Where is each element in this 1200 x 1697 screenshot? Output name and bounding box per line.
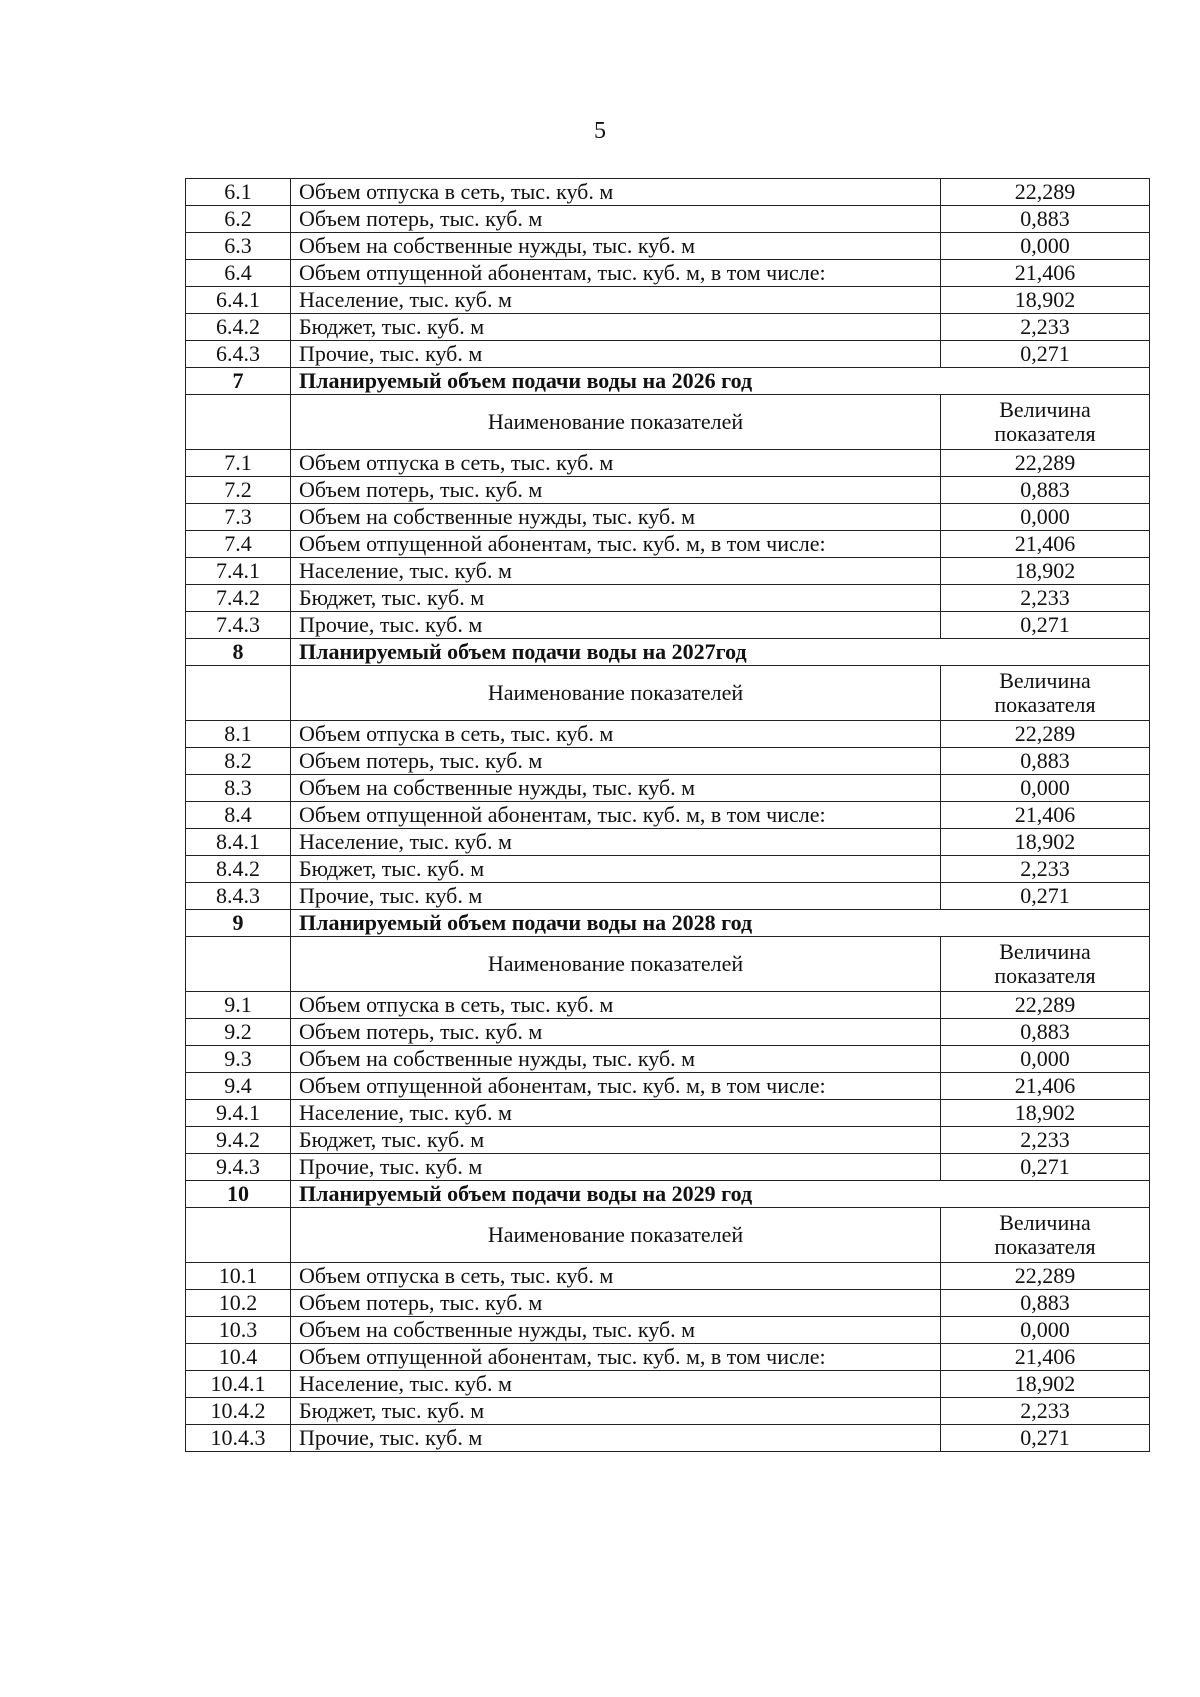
row-number: 9.4.1 — [186, 1100, 291, 1127]
row-number: 9.3 — [186, 1046, 291, 1073]
row-value: 0,271 — [941, 612, 1150, 639]
section-heading-row — [186, 368, 1150, 395]
table-row — [186, 1398, 1150, 1425]
row-value: 0,271 — [941, 1154, 1150, 1181]
row-name: Объем потерь, тыс. куб. м — [291, 748, 941, 775]
row-name: Объем отпуска в сеть, тыс. куб. м — [291, 721, 941, 748]
row-number: 8.4.2 — [186, 856, 291, 883]
header-value-cell — [941, 1208, 1150, 1263]
row-number: 9.2 — [186, 1019, 291, 1046]
table-row — [186, 1073, 1150, 1100]
column-header-row — [186, 666, 1150, 721]
header-value-line1: Величина — [999, 668, 1091, 693]
row-number: 7.3 — [186, 504, 291, 531]
section-title: Планируемый объем подачи воды на 2027год — [291, 639, 1150, 666]
row-value: 0,271 — [941, 883, 1150, 910]
row-name: Население, тыс. куб. м — [291, 287, 941, 314]
row-number: 6.4.1 — [186, 287, 291, 314]
table-row — [186, 585, 1150, 612]
table-row — [186, 1317, 1150, 1344]
row-value: 2,233 — [941, 585, 1150, 612]
page-number: 5 — [594, 118, 606, 144]
row-number: 8.1 — [186, 721, 291, 748]
row-name: Население, тыс. куб. м — [291, 558, 941, 585]
table-row — [186, 1344, 1150, 1371]
section-heading-row — [186, 639, 1150, 666]
section-title: Планируемый объем подачи воды на 2028 год — [291, 910, 1150, 937]
row-number: 7.1 — [186, 450, 291, 477]
table-row — [186, 504, 1150, 531]
row-name: Объем потерь, тыс. куб. м — [291, 477, 941, 504]
row-number: 9.4.2 — [186, 1127, 291, 1154]
row-name: Объем потерь, тыс. куб. м — [291, 206, 941, 233]
row-number: 8.2 — [186, 748, 291, 775]
table-row — [186, 179, 1150, 206]
header-empty-cell — [186, 395, 291, 450]
row-name: Прочие, тыс. куб. м — [291, 612, 941, 639]
header-name-cell: Наименование показателей — [291, 937, 941, 992]
row-number: 8.4.1 — [186, 829, 291, 856]
row-number: 10.3 — [186, 1317, 291, 1344]
row-value: 0,883 — [941, 206, 1150, 233]
row-value: 0,883 — [941, 1290, 1150, 1317]
row-value: 22,289 — [941, 992, 1150, 1019]
header-value-line1: Величина — [999, 939, 1091, 964]
row-number: 8.4.3 — [186, 883, 291, 910]
row-number: 10.4 — [186, 1344, 291, 1371]
table-row — [186, 721, 1150, 748]
header-name-cell: Наименование показателей — [291, 666, 941, 721]
header-value-line2: показателя — [994, 1234, 1096, 1259]
row-value: 2,233 — [941, 856, 1150, 883]
row-name: Объем отпуска в сеть, тыс. куб. м — [291, 992, 941, 1019]
table-row — [186, 1425, 1150, 1452]
row-value: 22,289 — [941, 721, 1150, 748]
row-number: 7.4 — [186, 531, 291, 558]
table-row — [186, 341, 1150, 368]
header-value-cell — [941, 937, 1150, 992]
table-row — [186, 1371, 1150, 1398]
table-row — [186, 1154, 1150, 1181]
table-row — [186, 856, 1150, 883]
header-value-cell — [941, 395, 1150, 450]
row-value: 21,406 — [941, 1344, 1150, 1371]
row-value: 21,406 — [941, 1073, 1150, 1100]
table-row — [186, 260, 1150, 287]
row-number: 8.3 — [186, 775, 291, 802]
row-value: 22,289 — [941, 450, 1150, 477]
row-value: 0,000 — [941, 1317, 1150, 1344]
row-number: 7.4.3 — [186, 612, 291, 639]
row-value: 22,289 — [941, 1263, 1150, 1290]
table-row — [186, 883, 1150, 910]
section-number: 7 — [186, 368, 291, 395]
row-number: 6.1 — [186, 179, 291, 206]
row-number: 6.3 — [186, 233, 291, 260]
row-number: 9.4.3 — [186, 1154, 291, 1181]
header-empty-cell — [186, 1208, 291, 1263]
row-value: 18,902 — [941, 1100, 1150, 1127]
row-value: 18,902 — [941, 829, 1150, 856]
header-value-line2: показателя — [994, 692, 1096, 717]
row-value: 2,233 — [941, 1398, 1150, 1425]
row-number: 10.4.1 — [186, 1371, 291, 1398]
row-name: Объем на собственные нужды, тыс. куб. м — [291, 233, 941, 260]
section-heading-row — [186, 1181, 1150, 1208]
row-number: 10.2 — [186, 1290, 291, 1317]
row-value: 2,233 — [941, 1127, 1150, 1154]
row-value: 0,271 — [941, 1425, 1150, 1452]
row-number: 7.2 — [186, 477, 291, 504]
row-name: Население, тыс. куб. м — [291, 1100, 941, 1127]
row-name: Объем на собственные нужды, тыс. куб. м — [291, 504, 941, 531]
table-row — [186, 531, 1150, 558]
row-name: Объем отпущенной абонентам, тыс. куб. м, в том числе: — [291, 802, 941, 829]
row-name: Объем отпущенной абонентам, тыс. куб. м, в том числе: — [291, 1344, 941, 1371]
section-number: 9 — [186, 910, 291, 937]
column-header-row — [186, 1208, 1150, 1263]
row-name: Объем отпуска в сеть, тыс. куб. м — [291, 450, 941, 477]
row-number: 6.4.2 — [186, 314, 291, 341]
row-name: Население, тыс. куб. м — [291, 829, 941, 856]
table-row — [186, 612, 1150, 639]
table-row — [186, 1263, 1150, 1290]
row-number: 8.4 — [186, 802, 291, 829]
row-name: Объем отпуска в сеть, тыс. куб. м — [291, 1263, 941, 1290]
row-name: Объем отпуска в сеть, тыс. куб. м — [291, 179, 941, 206]
row-name: Объем отпущенной абонентам, тыс. куб. м, в том числе: — [291, 531, 941, 558]
header-value-line1: Величина — [999, 1210, 1091, 1235]
header-name-cell: Наименование показателей — [291, 1208, 941, 1263]
table-row — [186, 314, 1150, 341]
row-name: Прочие, тыс. куб. м — [291, 1154, 941, 1181]
row-value: 0,883 — [941, 477, 1150, 504]
row-name: Прочие, тыс. куб. м — [291, 883, 941, 910]
row-value: 18,902 — [941, 287, 1150, 314]
row-number: 6.2 — [186, 206, 291, 233]
header-value-line2: показателя — [994, 421, 1096, 446]
section-title: Планируемый объем подачи воды на 2026 год — [291, 368, 1150, 395]
row-name: Объем отпущенной абонентам, тыс. куб. м, в том числе: — [291, 1073, 941, 1100]
section-number: 10 — [186, 1181, 291, 1208]
row-name: Прочие, тыс. куб. м — [291, 1425, 941, 1452]
row-number: 10.4.2 — [186, 1398, 291, 1425]
table-row — [186, 802, 1150, 829]
header-value-line1: Величина — [999, 397, 1091, 422]
row-name: Население, тыс. куб. м — [291, 1371, 941, 1398]
table-row — [186, 992, 1150, 1019]
row-value: 0,000 — [941, 775, 1150, 802]
table-row — [186, 1100, 1150, 1127]
table-row — [186, 775, 1150, 802]
row-value: 18,902 — [941, 558, 1150, 585]
row-value: 0,883 — [941, 1019, 1150, 1046]
table-row — [186, 829, 1150, 856]
row-value: 0,883 — [941, 748, 1150, 775]
table-row — [186, 1019, 1150, 1046]
row-name: Бюджет, тыс. куб. м — [291, 856, 941, 883]
row-name: Объем на собственные нужды, тыс. куб. м — [291, 775, 941, 802]
row-name: Бюджет, тыс. куб. м — [291, 314, 941, 341]
row-number: 9.4 — [186, 1073, 291, 1100]
row-value: 21,406 — [941, 531, 1150, 558]
water-supply-table — [185, 178, 1150, 1452]
section-heading-row — [186, 910, 1150, 937]
table-row — [186, 233, 1150, 260]
section-title: Планируемый объем подачи воды на 2029 год — [291, 1181, 1150, 1208]
row-value: 21,406 — [941, 260, 1150, 287]
row-value: 18,902 — [941, 1371, 1150, 1398]
header-name-cell: Наименование показателей — [291, 395, 941, 450]
table-row — [186, 1290, 1150, 1317]
row-name: Объем на собственные нужды, тыс. куб. м — [291, 1317, 941, 1344]
row-value: 22,289 — [941, 179, 1150, 206]
table-row — [186, 558, 1150, 585]
table-row — [186, 748, 1150, 775]
row-value: 0,000 — [941, 504, 1150, 531]
header-empty-cell — [186, 937, 291, 992]
row-value: 21,406 — [941, 802, 1150, 829]
row-name: Бюджет, тыс. куб. м — [291, 585, 941, 612]
table-row — [186, 477, 1150, 504]
row-number: 6.4.3 — [186, 341, 291, 368]
row-name: Объем на собственные нужды, тыс. куб. м — [291, 1046, 941, 1073]
row-number: 10.1 — [186, 1263, 291, 1290]
header-value-line2: показателя — [994, 963, 1096, 988]
column-header-row — [186, 937, 1150, 992]
row-name: Прочие, тыс. куб. м — [291, 341, 941, 368]
header-value-cell — [941, 666, 1150, 721]
section-number: 8 — [186, 639, 291, 666]
row-name: Объем потерь, тыс. куб. м — [291, 1290, 941, 1317]
row-name: Объем потерь, тыс. куб. м — [291, 1019, 941, 1046]
row-number: 7.4.1 — [186, 558, 291, 585]
row-name: Бюджет, тыс. куб. м — [291, 1127, 941, 1154]
row-value: 0,000 — [941, 1046, 1150, 1073]
table-row — [186, 287, 1150, 314]
table-row — [186, 450, 1150, 477]
table-row — [186, 1046, 1150, 1073]
table-row — [186, 206, 1150, 233]
table-body — [186, 179, 1150, 1452]
row-number: 10.4.3 — [186, 1425, 291, 1452]
row-name: Бюджет, тыс. куб. м — [291, 1398, 941, 1425]
row-value: 0,000 — [941, 233, 1150, 260]
table-row — [186, 1127, 1150, 1154]
row-name: Объем отпущенной абонентам, тыс. куб. м, в том числе: — [291, 260, 941, 287]
row-number: 9.1 — [186, 992, 291, 1019]
header-empty-cell — [186, 666, 291, 721]
column-header-row — [186, 395, 1150, 450]
row-value: 0,271 — [941, 341, 1150, 368]
row-value: 2,233 — [941, 314, 1150, 341]
row-number: 7.4.2 — [186, 585, 291, 612]
row-number: 6.4 — [186, 260, 291, 287]
